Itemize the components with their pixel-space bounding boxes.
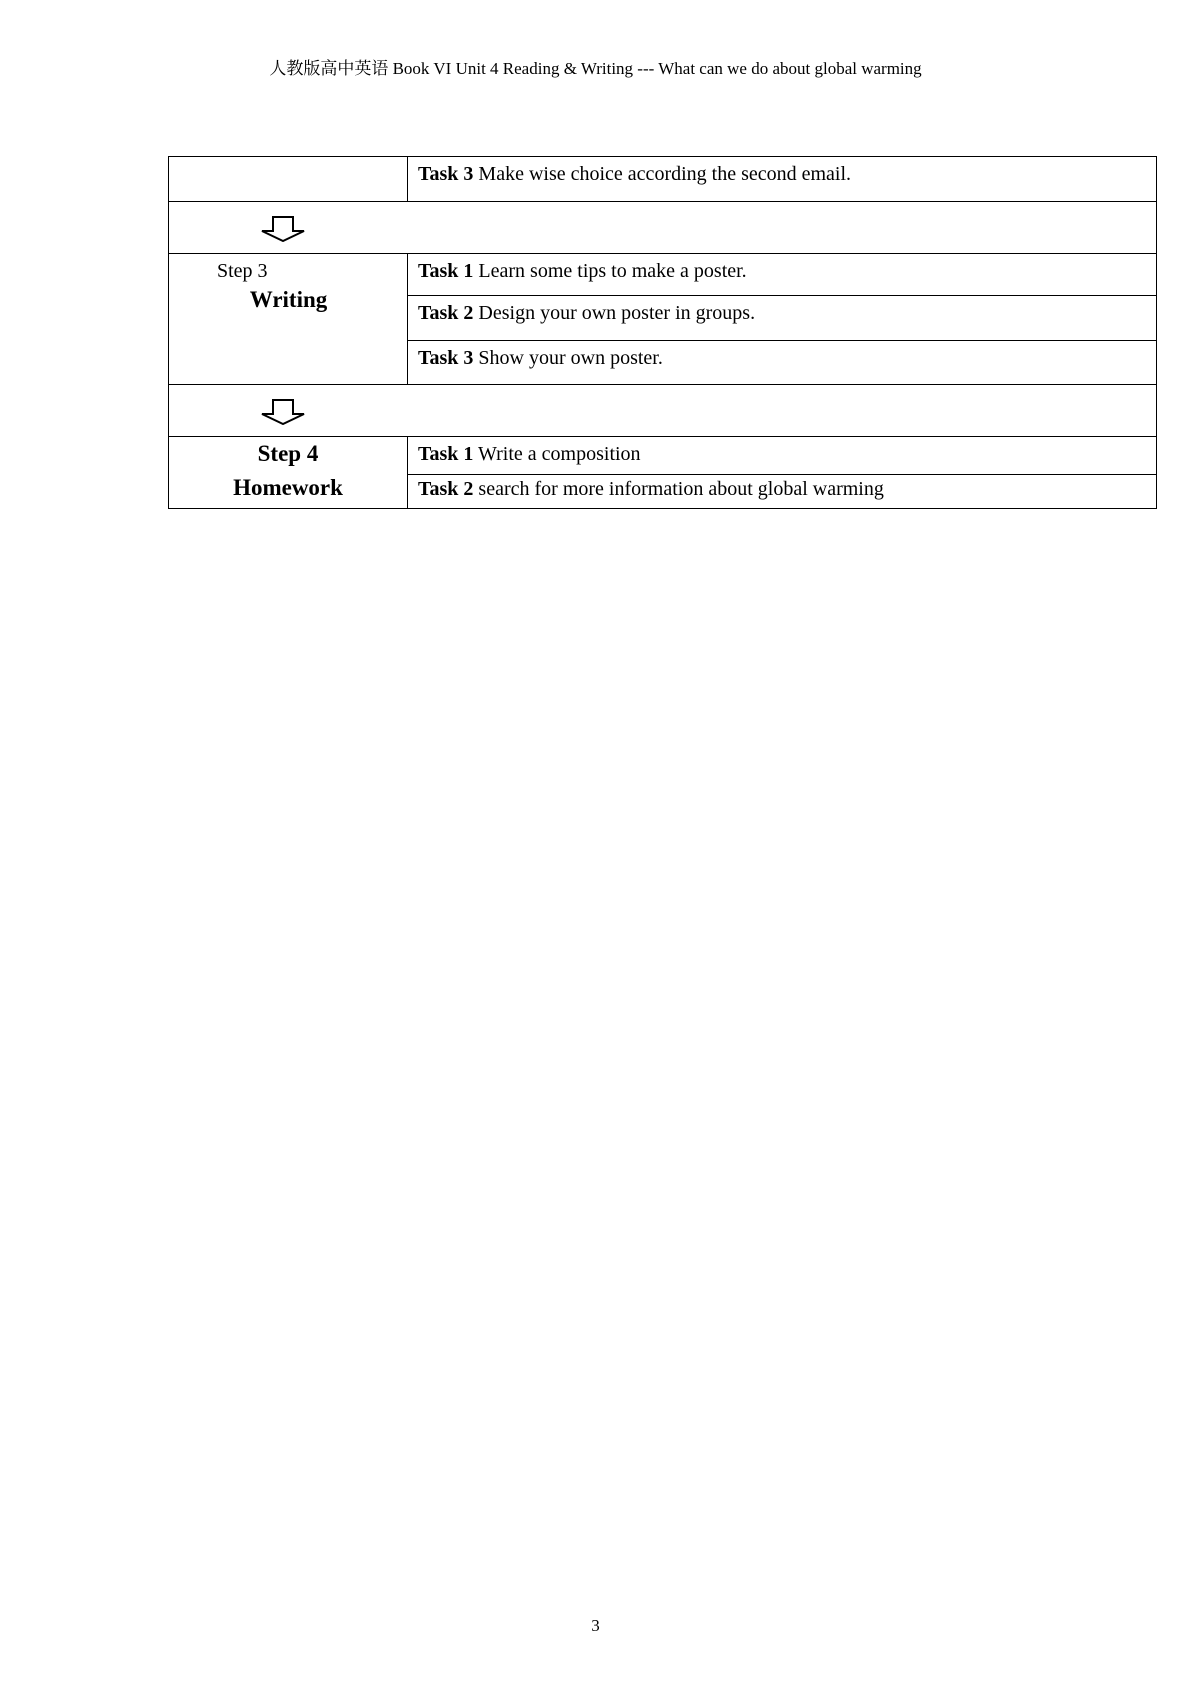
lesson-plan-table: [168, 156, 1157, 509]
task-cell: [408, 437, 1157, 475]
task-cell: [408, 475, 1157, 509]
page-header: 人教版高中英语 Book VI Unit 4 Reading & Writing --- What can we do about global warming: [269, 59, 922, 78]
page-number: 3: [591, 1616, 600, 1635]
down-arrow-icon: [260, 216, 306, 242]
task-text: Show your own poster.: [473, 347, 663, 369]
table-row: [169, 437, 1157, 475]
step4-cell: [169, 437, 408, 509]
task-cell: [408, 157, 1157, 202]
table-row: [169, 157, 1157, 202]
task-cell: [408, 341, 1157, 385]
task-text: Make wise choice according the second email.: [473, 163, 852, 185]
task-cell: [408, 296, 1157, 341]
task-label: Task 3: [418, 163, 474, 185]
step-label: Step 3: [217, 260, 268, 282]
task-cell: [408, 254, 1157, 296]
step-title: Homework: [233, 475, 343, 500]
table-row: [169, 202, 1157, 254]
step-title: Writing: [249, 287, 328, 312]
task-text: Design your own poster in groups.: [473, 302, 756, 324]
arrow-row: [169, 202, 1157, 254]
arrow-row: [169, 385, 1157, 437]
task-text: Write a composition: [473, 443, 641, 465]
step3-cell: [169, 254, 408, 385]
task-text: Learn some tips to make a poster.: [473, 260, 747, 282]
table-row: [169, 385, 1157, 437]
task-label: Task 3: [418, 347, 474, 369]
task-label: Task 2: [418, 478, 474, 500]
task-label: Task 1: [418, 443, 474, 465]
empty-step-cell: [169, 157, 408, 202]
table-row: [169, 254, 1157, 296]
down-arrow-icon: [260, 399, 306, 425]
task-label: Task 2: [418, 302, 474, 324]
task-text: search for more information about global warming: [473, 478, 884, 500]
task-label: Task 1: [418, 260, 474, 282]
step-label: Step 4: [257, 441, 319, 466]
